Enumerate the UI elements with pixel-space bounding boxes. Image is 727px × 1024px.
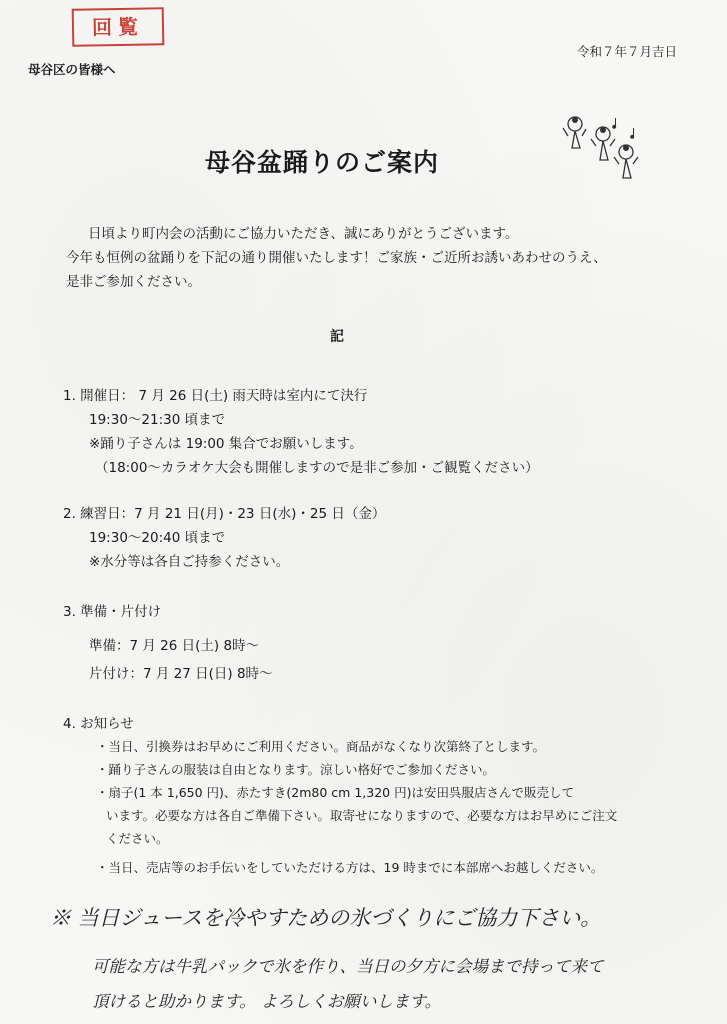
ki-heading: 記 [330, 329, 344, 345]
section-2-heading: 2. 練習日：7 月 21 日(月)・23 日(水)・25 日（金） [63, 506, 386, 522]
dancers-illustration-icon [560, 112, 640, 190]
notice-item-continued: います。必要な方は各自ご準備下さい。取寄せになりますので、必要な方はお早めにご注文 [106, 808, 618, 823]
handwritten-note-line-1: ※ 当日ジュースを冷やすための氷づくりにご協力下さい。 [50, 906, 602, 930]
section-1-heading: 1. 開催日： 7 月 26 日(土) 雨天時は室内にて決行 [63, 388, 368, 404]
intro-line-2: 今年も恒例の盆踊りを下記の通り開催いたします！ご家族・ご近所お誘いあわせのうえ、 [66, 250, 607, 266]
section-1-line: 19:30～21:30 頃まで [89, 412, 226, 428]
section-1-line: （18:00～カラオケ大会も開催しますので是非ご参加・ご観覧ください） [95, 460, 539, 476]
handwritten-note-line-3: 頂けると助かります。 よろしくお願いします。 [92, 992, 442, 1011]
notice-item: ・当日、引換券はお早めにご利用ください。商品がなくなり次第終了とします。 [96, 739, 546, 754]
notice-item-continued: ください。 [106, 831, 169, 846]
section-1-line: ※踊り子さんは 19:00 集合でお願いします。 [89, 436, 363, 452]
notice-item: ・扇子(1 本 1,650 円)、赤たすき(2m80 cm 1,320 円)は安田呉服店さんで販売して [96, 785, 574, 800]
section-2-line: 19:30～20:40 頃まで [89, 530, 226, 546]
section-2-line: ※水分等は各自ご持参ください。 [89, 554, 290, 570]
document-date: 令和７年７月吉日 [576, 44, 677, 59]
addressee: 母谷区の皆様へ [28, 62, 116, 77]
circulation-stamp: 回覧 [72, 7, 165, 47]
intro-line-3: 是非ご参加ください。 [66, 274, 201, 290]
notice-item: ・当日、売店等のお手伝いをしていただける方は、19 時までに本部席へお越しください。 [96, 860, 604, 875]
page-title: 母谷盆踊りのご案内 [205, 148, 440, 177]
notice-item: ・踊り子さんの服装は自由となります。涼しい格好でご参加ください。 [96, 762, 496, 777]
handwritten-note-line-2: 可能な方は牛乳パックで氷を作り、当日の夕方に会場まで持って来て [92, 957, 604, 976]
section-4-heading: 4. お知らせ [63, 716, 134, 732]
section-3-heading: 3. 準備・片付け [63, 604, 162, 620]
intro-line-1: 日頃より町内会の活動にご協力いただき、誠にありがとうございます。 [88, 226, 519, 242]
section-3-line: 片付け：7 月 27 日(日) 8時～ [89, 666, 273, 682]
section-3-line: 準備：7 月 26 日(土) 8時～ [89, 638, 260, 654]
